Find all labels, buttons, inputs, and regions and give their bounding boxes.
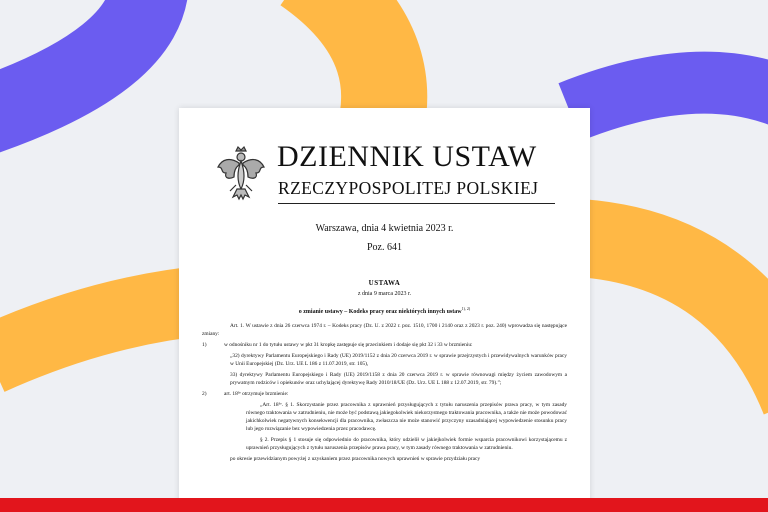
document-body (202, 322, 567, 466)
red-footer-bar (0, 498, 768, 512)
cut-off-line: po okresie przewidzianym powyżej z uzyskaniem przez pracownika nowych uprawnień w sprawie przydziału pracy (230, 456, 481, 462)
quoted-paragraph: „Art. 18³ᵉ. § 1. Skorzystanie przez pracownika z uprawnień przysługujących z tytułu naruszenia przepisów prawa pracy, w tym zasady równego traktowania w zatrudnieniu, nie może być podstawą jakiegokolwiek niekorzystnego traktowania pracownika, a także nie może powodować jakichkolwiek negatywnych konsekwencji dla pracownika, zwłaszcza nie może stanowić przyczyny uzasadniającej wypowiedzenie stosunku pracy lub jego rozwiązanie bez wypowiedzenia przez pracodawcę. (246, 402, 567, 432)
purple-arc-left (0, 0, 150, 118)
subject-footnote: 1), 2) (461, 306, 471, 311)
document-type: USTAWA (368, 279, 401, 287)
place-date: Warszawa, dnia 4 kwietnia 2023 r. (315, 223, 454, 234)
item-text: w odnośniku nr 1 do tytułu ustawy w pkt 31 kropkę zastępuje się przecinkiem i dodaje się pkt 32 i 33 w brzmieniu: (224, 342, 473, 348)
list-item (202, 390, 567, 398)
item-number: 2) (202, 391, 207, 397)
document-page (179, 108, 590, 512)
document-subject-text: o zmianie ustawy – Kodeks pracy oraz niektórych innych ustaw (298, 309, 462, 315)
title-rule (278, 203, 555, 204)
item-number: 1) (202, 342, 207, 348)
document-date: z dnia 9 marca 2023 r. (357, 291, 412, 297)
purple-arc-right (570, 83, 768, 112)
quoted-paragraph: § 2. Przepis § 1 stosuje się odpowiednio do pracownika, który udzielił w jakiejkolwiek formie wsparcia pracownikowi korzystającemu z uprawnień przysługujących z tytułu naruszenia przepisów prawa pracy, w tym zasady równego traktowania w zatrudnieniu. (246, 437, 567, 451)
list-item (202, 341, 567, 349)
orange-arc-bottom-right (580, 238, 768, 400)
document-subject (179, 306, 590, 315)
position-number: Poz. 641 (367, 242, 402, 253)
list-item: „32) dyrektywy Parlamentu Europejskiego i Rady (UE) 2019/1152 z dnia 20 czerwca 2019 r. w sprawie przejrzystych i przewidywalnych warunków pracy w Unii Europejskiej (Dz. Urz. UE L 186 z 11.07.2019, str. 105), (230, 353, 567, 367)
article-1: Art. 1. W ustawie z dnia 26 czerwca 1974 r. – Kodeks pracy (Dz. U. z 2022 r. poz. 1510, 1700 i 2140 oraz z 2023 r. poz. 240) wprowadza się następujące zmiany: (202, 323, 567, 337)
list-item: 33) dyrektywy Parlamentu Europejskiego i Rady (UE) 2019/1158 z dnia 20 czerwca 2019 r. w sprawie równowagi między życiem zawodowym a prywatnym rodziców i opiekunów oraz uchylającej dyrektywę Rady 2010/18/UE (Dz. Urz. UE L 188 z 12.07.2019, str. 79).”; (230, 372, 567, 386)
white-eagle-emblem-icon (216, 145, 266, 203)
item-text: art. 18³ᵉ otrzymuje brzmienie: (224, 391, 289, 397)
journal-title: DZIENNIK USTAW (277, 140, 537, 173)
journal-subtitle: RZECZYPOSPOLITEJ POLSKIEJ (278, 178, 539, 198)
